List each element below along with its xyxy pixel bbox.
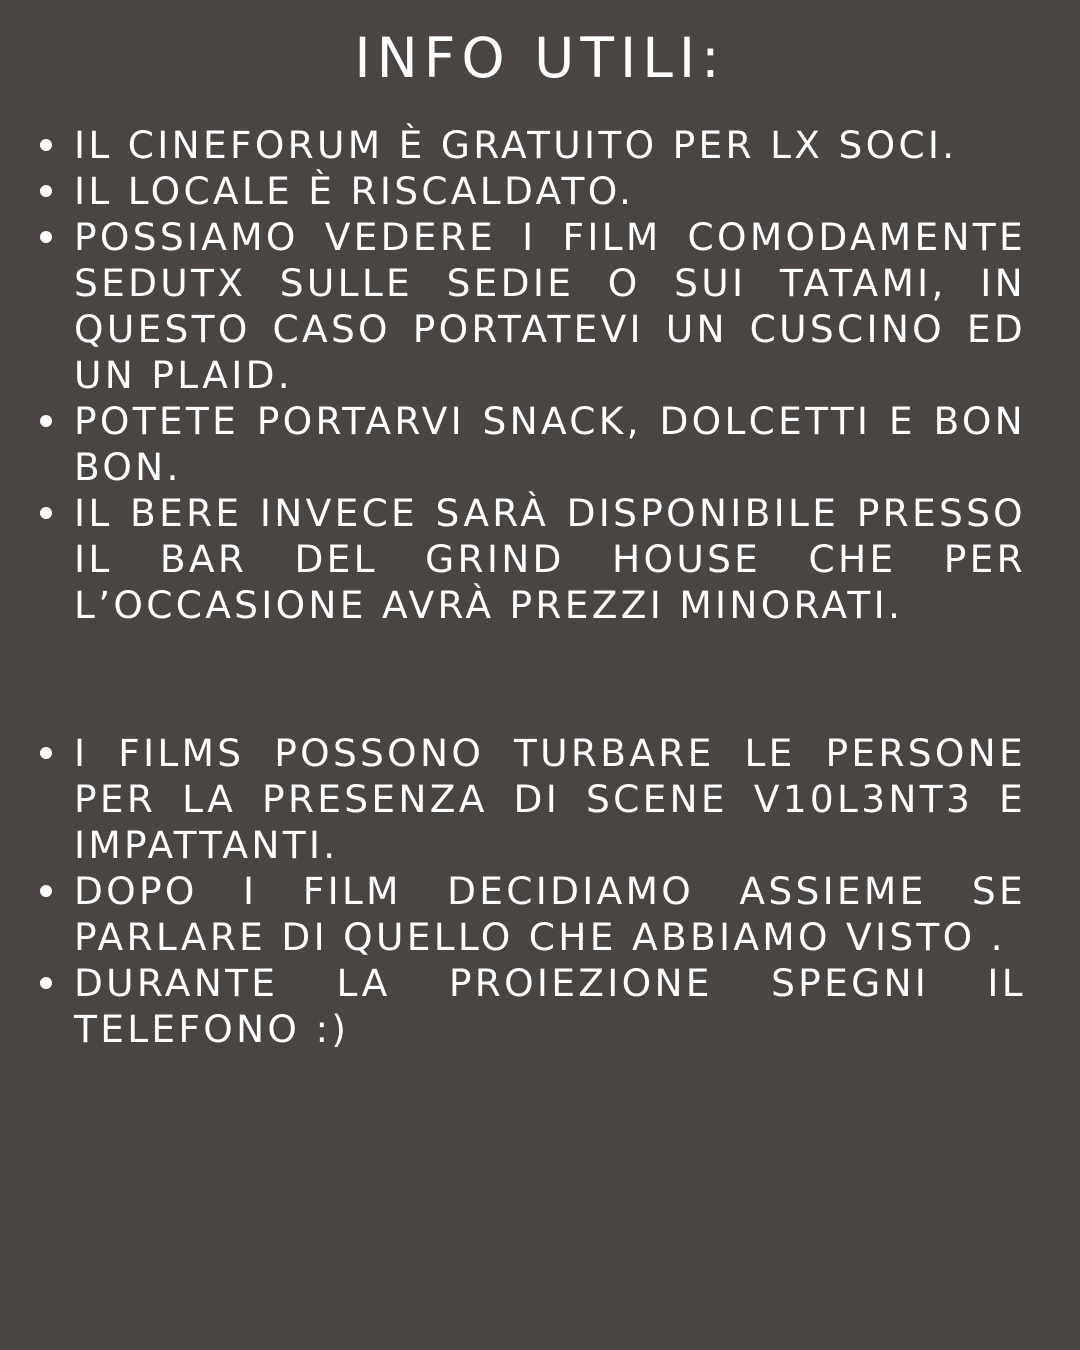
list-item-text: IL CINEFORUM È GRATUITO PER LX SOCI. xyxy=(74,123,958,167)
page-title: INFO UTILI: xyxy=(354,26,726,90)
bullet-icon xyxy=(40,747,52,759)
list-item-text: IL BERE INVECE SARÀ DISPONIBILE PRESSO IL BAR DEL GRIND HOUSE CHE PER L’OCCASIONE AVRÀ PREZZI MINORATI. xyxy=(74,491,1026,627)
list-item xyxy=(40,214,1026,398)
list-item xyxy=(40,168,1026,214)
bullet-icon xyxy=(40,977,52,989)
bullet-icon xyxy=(40,885,52,897)
info-list-primary xyxy=(40,122,1026,628)
list-item-text: DURANTE LA PROIEZIONE SPEGNI IL TELEFONO :) xyxy=(74,961,1026,1051)
bullet-icon xyxy=(40,139,52,151)
list-item xyxy=(40,490,1026,628)
bullet-icon xyxy=(40,415,52,427)
list-item-text: I FILMS POSSONO TURBARE LE PERSONE PER LA PRESENZA DI SCENE V10L3NT3 E IMPATTANTI. xyxy=(74,731,1026,867)
list-item-text: DOPO I FILM DECIDIAMO ASSIEME SE PARLARE DI QUELLO CHE ABBIAMO VISTO . xyxy=(74,869,1026,959)
list-item xyxy=(40,122,1026,168)
bullet-icon xyxy=(40,185,52,197)
list-item-text: POTETE PORTARVI SNACK, DOLCETTI E BON BON. xyxy=(74,399,1026,489)
info-list-secondary xyxy=(40,730,1026,1052)
list-item xyxy=(40,868,1026,960)
list-item xyxy=(40,730,1026,868)
list-item-text: POSSIAMO VEDERE I FILM COMODAMENTE SEDUTX SULLE SEDIE O SUI TATAMI, IN QUESTO CASO PORTATEVI UN CUSCINO ED UN PLAID. xyxy=(74,215,1026,397)
list-item-text: IL LOCALE È RISCALDATO. xyxy=(74,169,635,213)
list-item xyxy=(40,960,1026,1052)
bullet-icon xyxy=(40,507,52,519)
bullet-icon xyxy=(40,231,52,243)
list-item xyxy=(40,398,1026,490)
